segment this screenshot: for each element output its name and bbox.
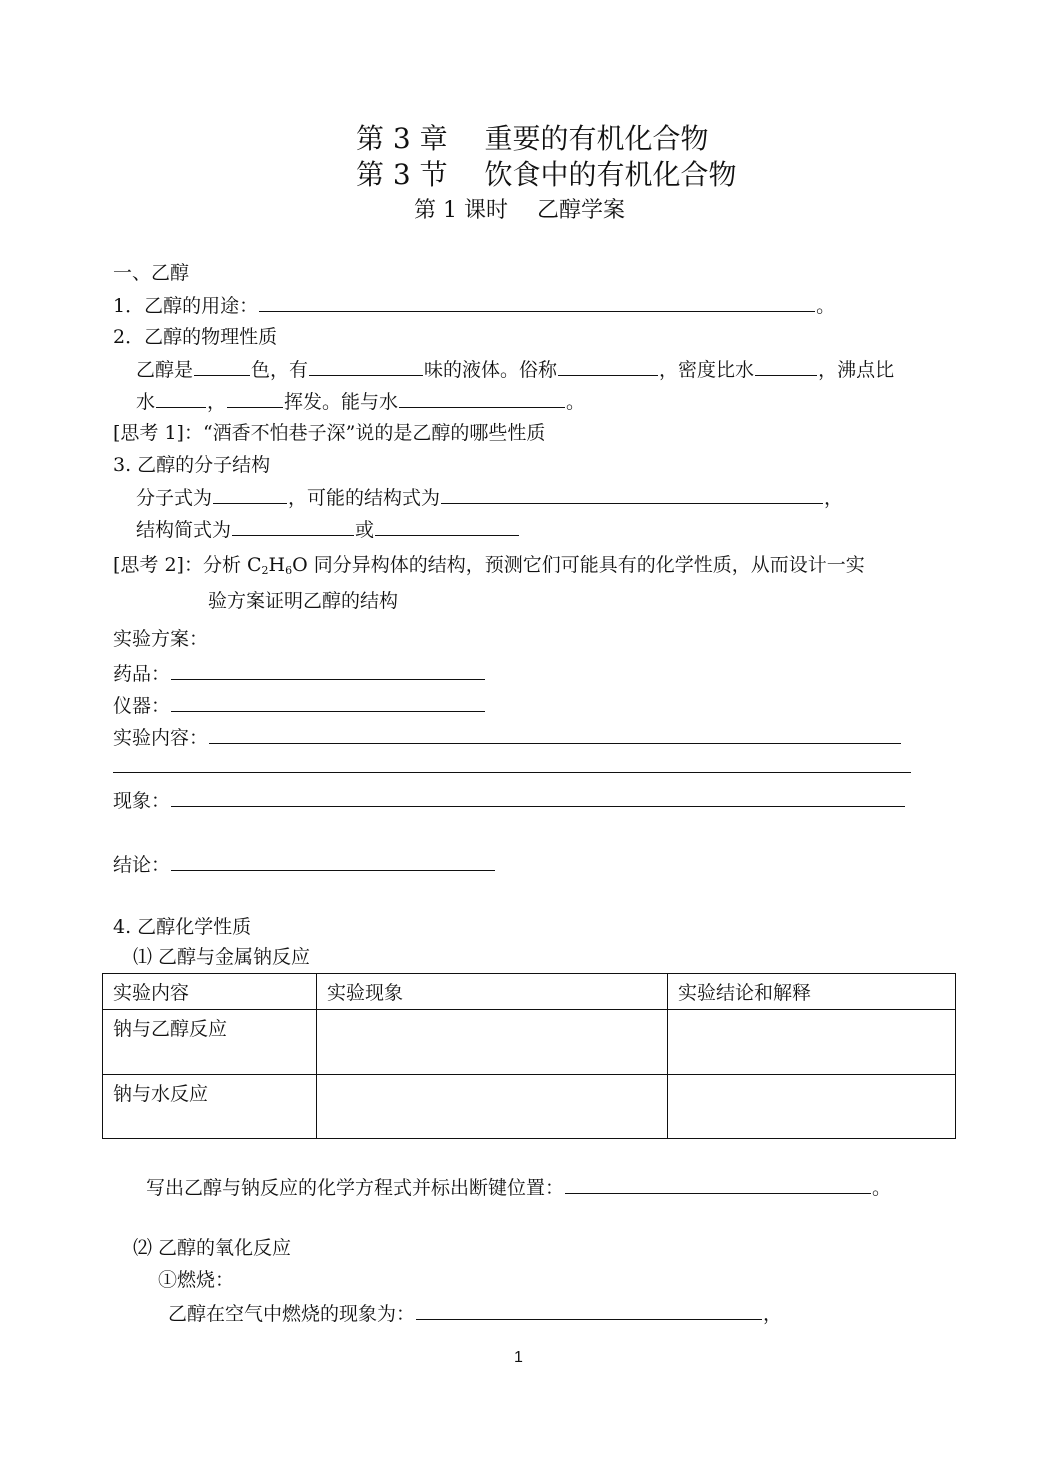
think-1: [思考 1]：“酒香不怕巷子深”说的是乙醇的哪些性质 [113, 422, 546, 444]
common-name-blank[interactable] [558, 357, 658, 376]
phenomenon-label: 现象： [113, 790, 171, 812]
content-blank[interactable] [209, 725, 901, 744]
instrument-line [113, 693, 486, 718]
equation-blank[interactable] [565, 1175, 871, 1194]
drug-label: 药品： [113, 663, 171, 685]
phys-text: 色，有 [251, 359, 309, 381]
use-label: 1．乙醇的用途： [113, 295, 259, 317]
solubility-blank[interactable] [399, 389, 565, 408]
combustion-end: ， [763, 1303, 783, 1325]
table-cell[interactable] [317, 1075, 668, 1139]
chem-props-heading: 4. 乙醇化学性质 [113, 916, 252, 938]
use-line [113, 293, 835, 318]
struct-text: ，可能的结构式为 [288, 487, 441, 509]
phys-text: 挥发。能与水 [284, 391, 399, 413]
phys-text: 味的液体。俗称 [424, 359, 558, 381]
chapter-title: 第 3 章 重要的有机化合物 [356, 122, 709, 155]
instrument-blank[interactable] [171, 693, 485, 712]
phys-heading: 2．乙醇的物理性质 [113, 326, 278, 348]
phenomenon-line [113, 788, 906, 813]
table-cell[interactable] [668, 1010, 956, 1075]
condensed-formula-blank-2[interactable] [375, 517, 519, 536]
struct-line-1 [136, 485, 843, 510]
instrument-label: 仪器： [113, 695, 171, 717]
table-header: 实验内容 [103, 974, 317, 1010]
drug-blank[interactable] [171, 661, 485, 680]
conclusion-blank[interactable] [171, 852, 495, 871]
condensed-formula-blank-1[interactable] [232, 517, 354, 536]
phys-text: 。 [566, 391, 586, 413]
phys-text: ， [207, 391, 227, 413]
content-line [113, 725, 902, 750]
section-title: 第 3 节 饮食中的有机化合物 [356, 158, 737, 191]
drug-line [113, 661, 486, 686]
combustion-heading: ①燃烧： [158, 1269, 235, 1291]
conclusion-label: 结论： [113, 854, 171, 876]
plan-label: 实验方案： [113, 628, 209, 650]
use-blank[interactable] [259, 293, 815, 312]
content-label: 实验内容： [113, 727, 209, 749]
phys-text: ，密度比水 [659, 359, 755, 381]
struct-heading: 3. 乙醇的分子结构 [113, 454, 271, 476]
equation-end: 。 [872, 1177, 892, 1199]
phys-text: ，沸点比 [818, 359, 895, 381]
subscript: 6 [285, 564, 293, 577]
use-end: 。 [816, 295, 836, 317]
phys-text: 水 [136, 391, 156, 413]
combustion-line [168, 1301, 782, 1326]
subscript: 2 [261, 564, 269, 577]
phys-text: 乙醇是 [136, 359, 194, 381]
boiling-blank[interactable] [156, 389, 206, 408]
struct-text: 结构简式为 [136, 519, 232, 541]
table-cell: 钠与乙醇反应 [103, 1010, 317, 1075]
struct-text: ， [824, 487, 844, 509]
think-2-text: O 同分异构体的结构，预测它们可能具有的化学性质，从而设计一实 [292, 554, 865, 576]
table-cell: 钠与水反应 [103, 1075, 317, 1139]
phys-line-2 [136, 389, 585, 414]
think-2-cont: 验方案证明乙醇的结构 [208, 590, 399, 612]
phys-line-1 [136, 357, 894, 382]
equation-line [146, 1175, 891, 1200]
conclusion-line [113, 852, 496, 877]
section-heading-ethanol: 一、乙醇 [113, 262, 190, 284]
phenomenon-blank[interactable] [171, 788, 905, 807]
combustion-blank[interactable] [416, 1301, 762, 1320]
table-header: 实验现象 [317, 974, 668, 1010]
table-header-row [103, 974, 956, 1010]
table-cell[interactable] [668, 1075, 956, 1139]
sodium-reaction-heading: ⑴ 乙醇与金属钠反应 [133, 946, 311, 968]
table-row [103, 1010, 956, 1075]
combustion-label: 乙醇在空气中燃烧的现象为： [168, 1303, 416, 1325]
struct-text: 分子式为 [136, 487, 213, 509]
table-cell[interactable] [317, 1010, 668, 1075]
oxidation-heading: ⑵ 乙醇的氧化反应 [133, 1237, 292, 1259]
think-2-text: H [268, 554, 286, 576]
density-blank[interactable] [755, 357, 817, 376]
content-blank-cont[interactable] [113, 772, 911, 773]
experiment-table [102, 973, 956, 1139]
color-blank[interactable] [194, 357, 250, 376]
equation-label: 写出乙醇与钠反应的化学方程式并标出断键位置： [146, 1177, 565, 1199]
struct-text: 或 [355, 519, 375, 541]
volatility-blank[interactable] [227, 389, 283, 408]
think-2 [113, 553, 865, 583]
table-row [103, 1075, 956, 1139]
table-header: 实验结论和解释 [668, 974, 956, 1010]
struct-line-2 [136, 517, 520, 542]
lesson-title: 第 1 课时 乙醇学案 [414, 198, 625, 223]
smell-blank[interactable] [309, 357, 423, 376]
formula-blank[interactable] [213, 485, 287, 504]
structural-formula-blank[interactable] [441, 485, 823, 504]
think-2-text: [思考 2]：分析 C [113, 554, 262, 576]
page-number: 1 [514, 1349, 523, 1366]
